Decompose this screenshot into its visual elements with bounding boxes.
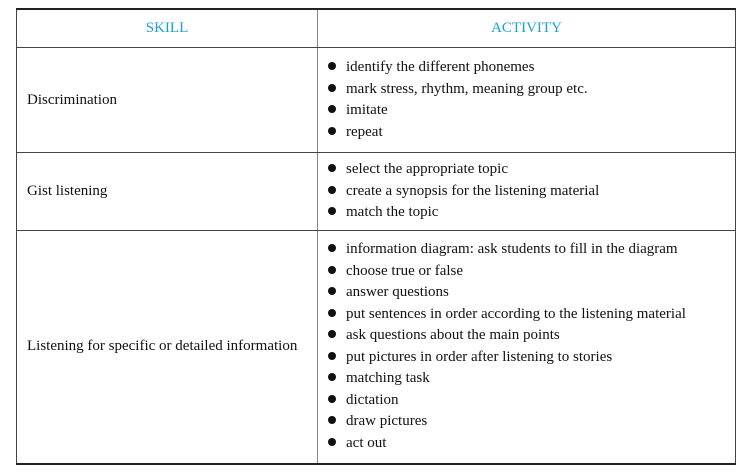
- activity-text: mark stress, rhythm, meaning group etc.: [346, 80, 588, 97]
- list-item: [328, 79, 735, 101]
- bullet-icon: [328, 244, 336, 252]
- bullet-icon: [328, 164, 336, 172]
- activity-text: matching task: [346, 370, 430, 387]
- bullet-icon: [328, 266, 336, 274]
- activity-text: put pictures in order after listening to stories: [346, 348, 613, 365]
- activity-text: choose true or false: [346, 262, 464, 279]
- list-item: [328, 325, 735, 347]
- activity-text: match the topic: [346, 204, 439, 221]
- list-item: [328, 368, 735, 390]
- header-skill: SKILL: [17, 9, 318, 48]
- bullet-icon: [328, 395, 336, 403]
- table-row: [17, 153, 736, 231]
- table-row: [17, 48, 736, 153]
- activity-text: act out: [346, 434, 387, 451]
- bullet-icon: [328, 352, 336, 360]
- list-item: [328, 304, 735, 326]
- list-item: [328, 411, 735, 433]
- bullet-icon: [328, 127, 336, 135]
- activity-cell: [318, 48, 736, 153]
- list-item: [328, 181, 735, 203]
- bullet-icon: [328, 309, 336, 317]
- list-item: [328, 239, 735, 261]
- list-item: [328, 122, 735, 144]
- header-activity: ACTIVITY: [318, 9, 736, 48]
- bullet-icon: [328, 105, 336, 113]
- activity-text: dictation: [346, 391, 399, 408]
- bullet-icon: [328, 84, 336, 92]
- bullet-icon: [328, 330, 336, 338]
- activity-text: answer questions: [346, 284, 449, 301]
- activity-text: draw pictures: [346, 413, 428, 430]
- bullet-icon: [328, 207, 336, 215]
- table-row: [17, 231, 736, 464]
- skill-cell: Listening for specific or detailed information: [17, 231, 318, 464]
- activity-list: [318, 57, 735, 143]
- skills-table: [16, 8, 736, 465]
- activity-text: select the appropriate topic: [346, 161, 509, 178]
- list-item: [328, 261, 735, 283]
- list-item: [328, 57, 735, 79]
- list-item: [328, 433, 735, 455]
- activity-list: [318, 239, 735, 454]
- bullet-icon: [328, 373, 336, 381]
- activity-cell: [318, 231, 736, 464]
- list-item: [328, 159, 735, 181]
- activity-list: [318, 159, 735, 224]
- bullet-icon: [328, 438, 336, 446]
- header-row: [17, 9, 736, 48]
- activity-cell: [318, 153, 736, 231]
- skill-cell: Gist listening: [17, 153, 318, 231]
- activity-text: identify the different phonemes: [346, 59, 535, 75]
- activity-text: ask questions about the main points: [346, 327, 560, 344]
- skill-cell: Discrimination: [17, 48, 318, 153]
- list-item: [328, 202, 735, 224]
- bullet-icon: [328, 416, 336, 424]
- list-item: [328, 100, 735, 122]
- activity-text: imitate: [346, 102, 388, 118]
- activity-text: create a synopsis for the listening material: [346, 182, 600, 199]
- bullet-icon: [328, 62, 336, 70]
- activity-text: repeat: [346, 123, 383, 140]
- activity-text: put sentences in order according to the listening material: [346, 305, 686, 322]
- list-item: [328, 282, 735, 304]
- list-item: [328, 390, 735, 412]
- activity-text: information diagram: ask students to fill in the diagram: [346, 241, 678, 258]
- bullet-icon: [328, 287, 336, 295]
- list-item: [328, 347, 735, 369]
- bullet-icon: [328, 186, 336, 194]
